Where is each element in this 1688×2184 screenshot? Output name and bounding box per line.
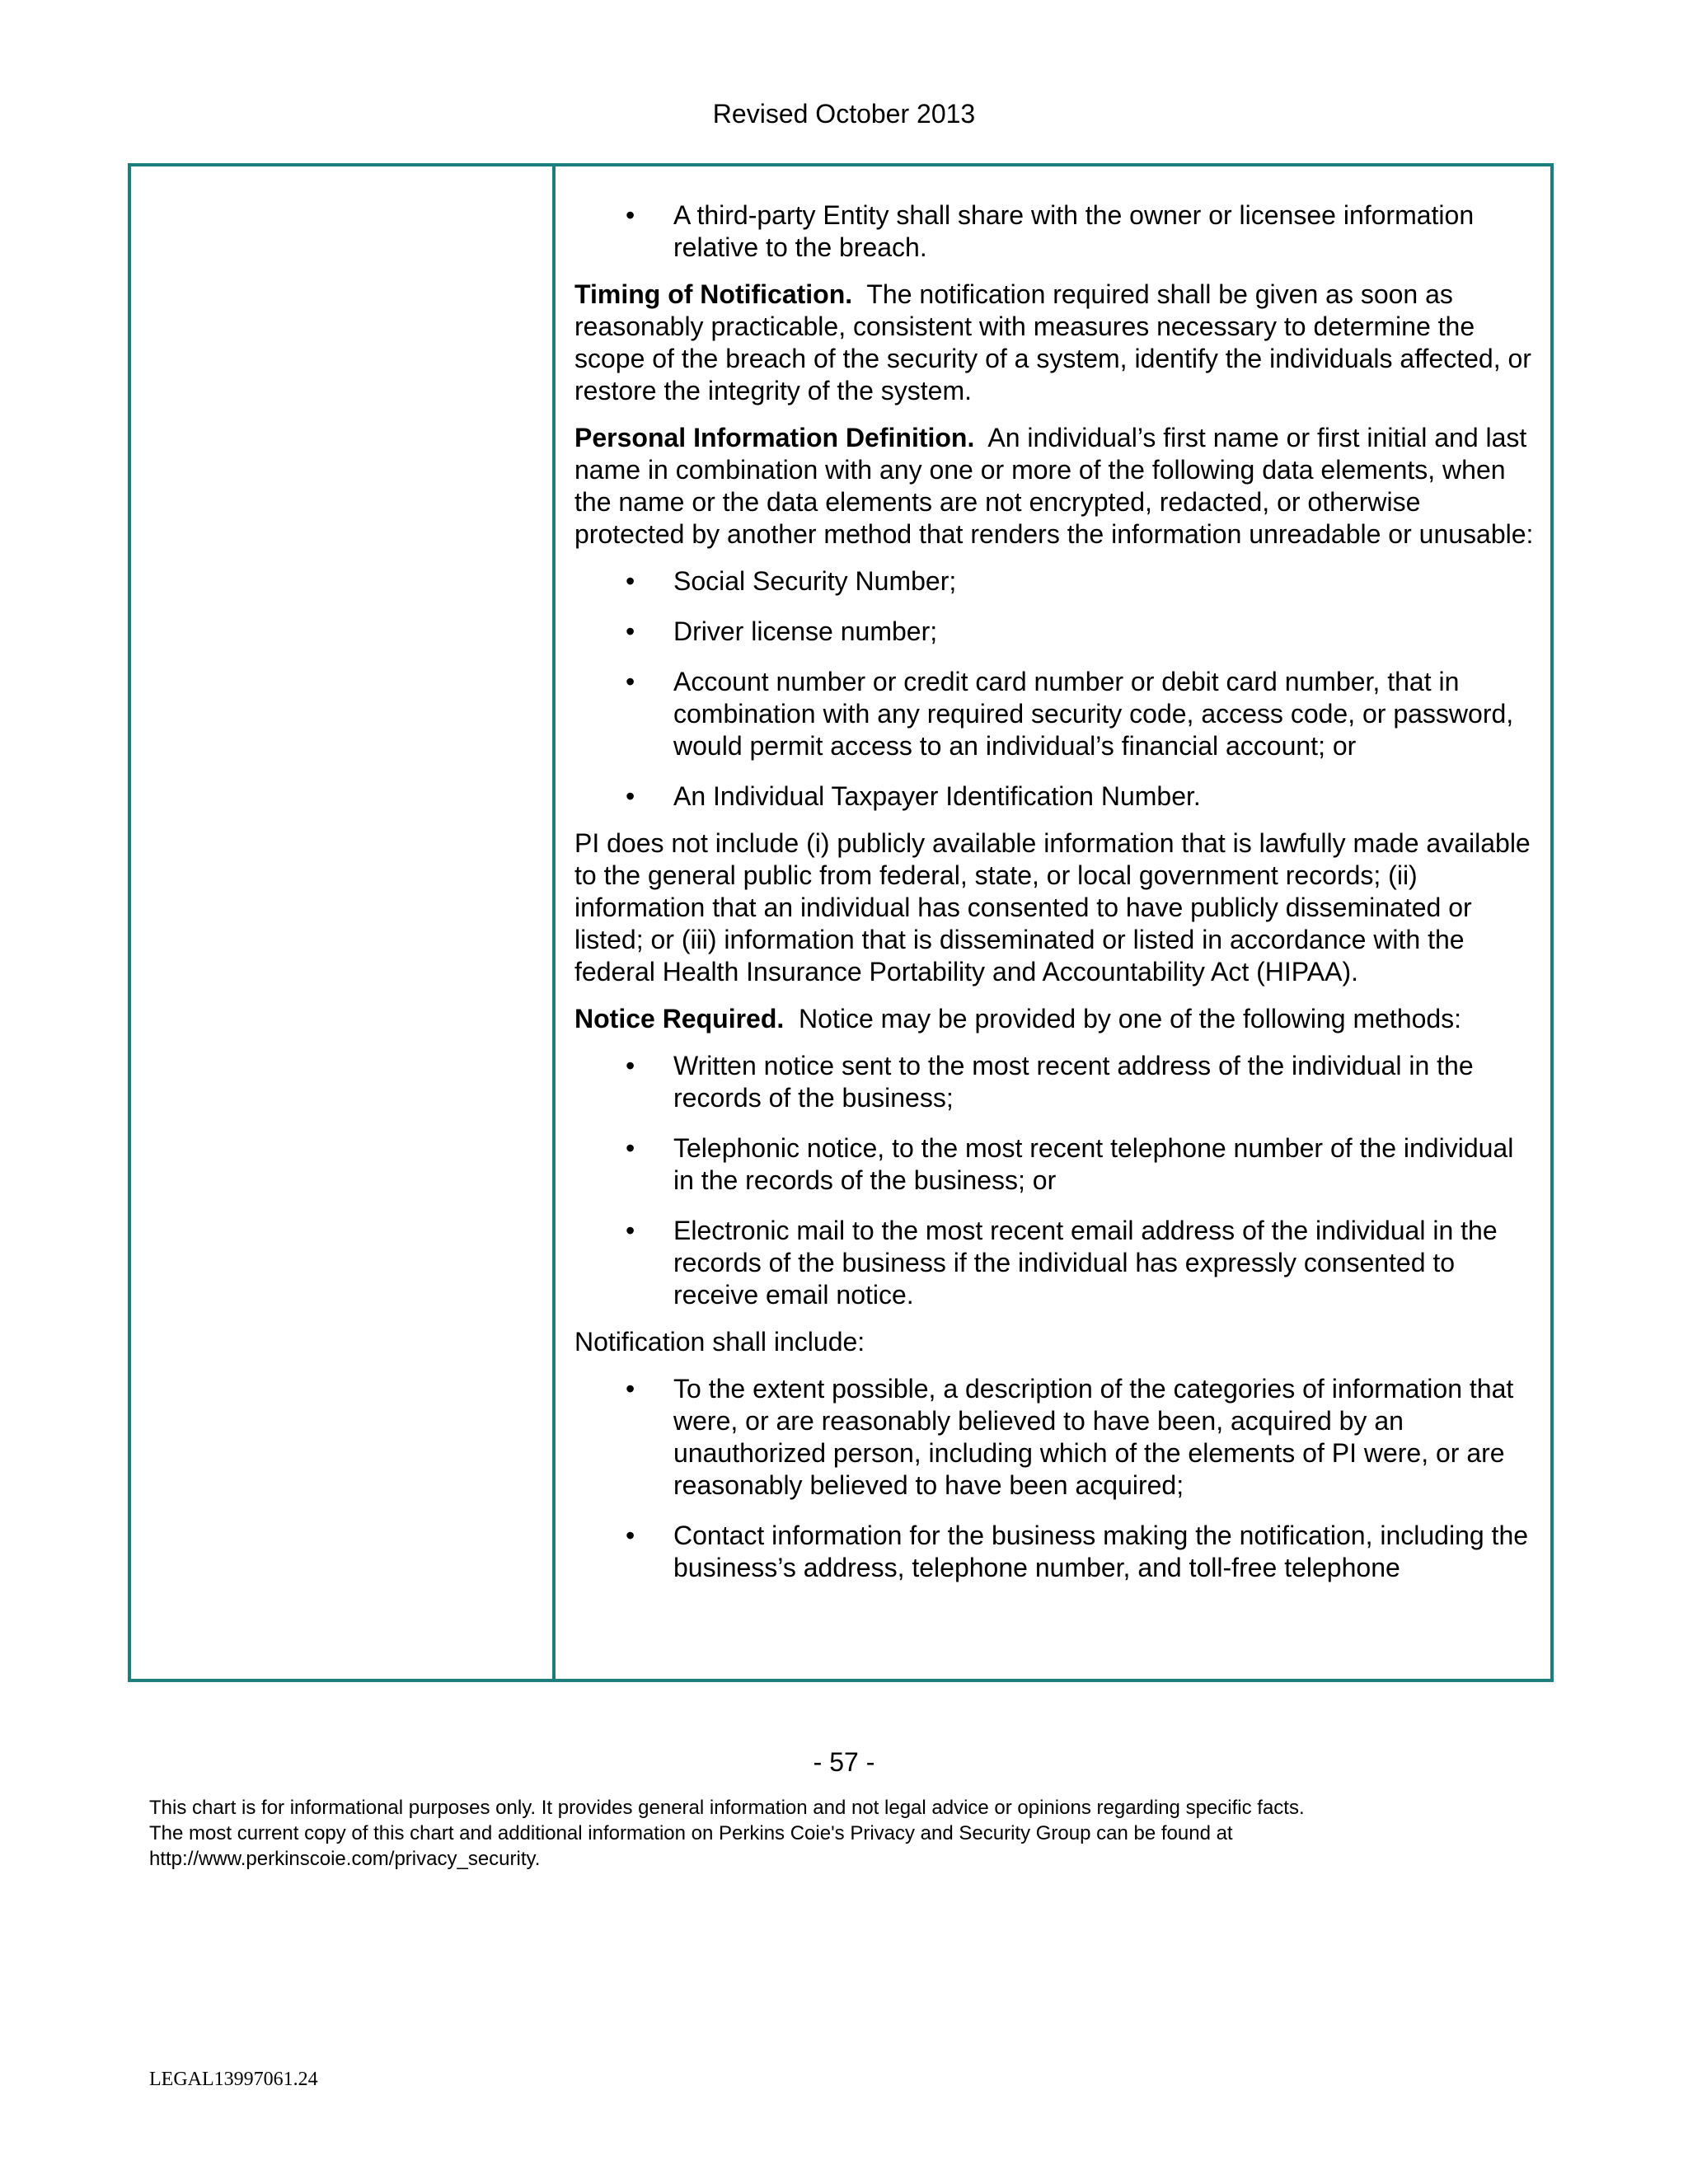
notice-required-text: Notice may be provided by one of the following methods: [799,1004,1462,1033]
pi-definition-heading: Personal Information Definition. [574,423,975,452]
requirements-column-cell [556,166,1550,1679]
notice-required-heading: Notice Required. [574,1004,785,1033]
pi-definition-paragraph [574,422,1534,551]
timing-heading: Timing of Notification. [574,279,853,309]
timing-text: The notification required shall be given as soon as reasonably practicable, consistent with measures necessary to determine the scope of the breach of the security of a system, identify the individuals affected, or restore the integrity of the system. [574,279,1531,405]
list-item: • Driver license number; [626,616,938,646]
bullet-icon: • [626,1133,635,1163]
pi-exclusion-paragraph: PI does not include (i) publicly available information that is lawfully made available to the general public from federal, state, or local government records; (ii) information that an individual has consented to have publicly disseminated or listed; or (iii) information that is disseminated or listed in accordance with the federal Health Insurance Portability and Accountability Act (HIPAA). [574,828,1531,987]
bullet-icon: • [626,616,635,646]
bullet-icon: • [626,200,635,230]
list-item: • Account number or credit card number or debit card number, that in combination with any required security code, access code, or password, would permit access to an individual’s financial account; or [626,667,1514,761]
bullet-icon: • [626,566,635,596]
intro-bullet-list [574,199,1534,264]
bullet-icon: • [626,1051,635,1080]
bullet-icon: • [626,1521,635,1550]
disclaimer-footer [149,1795,1550,1872]
notice-required-paragraph [574,1003,1534,1035]
list-item: • A third-party Entity shall share with the owner or licensee information relative to the breach. [626,200,1475,262]
notification-contents-list [574,1373,1534,1584]
disclaimer-url-line: http://www.perkinscoie.com/privacy_security. [149,1848,541,1870]
bullet-icon: • [626,781,635,811]
disclaimer-line: This chart is for informational purposes only. It provides general information and not legal advice or opinions regarding specific facts. [149,1797,1305,1819]
timing-of-notification-paragraph [574,279,1534,407]
state-law-chart-table [128,163,1554,1682]
revised-date-header: Revised October 2013 [712,99,976,129]
disclaimer-line: The most current copy of this chart and additional information on Perkins Coie's Privacy and Security Group can be found at [149,1822,1233,1844]
list-item: • To the extent possible, a description of the categories of information that were, or are reasonably believed to have been, acquired by an unauthorized person, including which of the elements of PI were, or are reasonably believed to have been acquired; [626,1374,1514,1500]
bullet-icon: • [626,1374,635,1404]
notice-methods-list [574,1050,1534,1311]
list-item: • Telephonic notice, to the most recent telephone number of the individual in the records of the business; or [626,1133,1514,1195]
list-item: • Social Security Number; [626,566,957,596]
notification-include-paragraph: Notification shall include: [574,1327,865,1357]
state-column-cell [131,166,556,1679]
bullet-icon: • [626,1216,635,1245]
bullet-icon: • [626,667,635,696]
pi-elements-list [574,565,1534,813]
list-item: • An Individual Taxpayer Identification Number. [626,781,1201,811]
document-id: LEGAL13997061.24 [149,2069,318,2090]
page-number: - 57 - [813,1747,875,1777]
list-item: • Written notice sent to the most recent address of the individual in the records of the business; [626,1051,1474,1113]
list-item: • Contact information for the business making the notification, including the business’s address, telephone number, and toll-free telephone [626,1521,1529,1582]
list-item: • Electronic mail to the most recent email address of the individual in the records of the business if the individual has expressly consented to receive email notice. [626,1216,1498,1310]
pi-definition-text: An individual’s first name or first initial and last name in combination with any one or more of the following data elements, when the name or the data elements are not encrypted, redacted, or otherwise protected by another method that renders the information unreadable or unusable: [574,423,1534,549]
